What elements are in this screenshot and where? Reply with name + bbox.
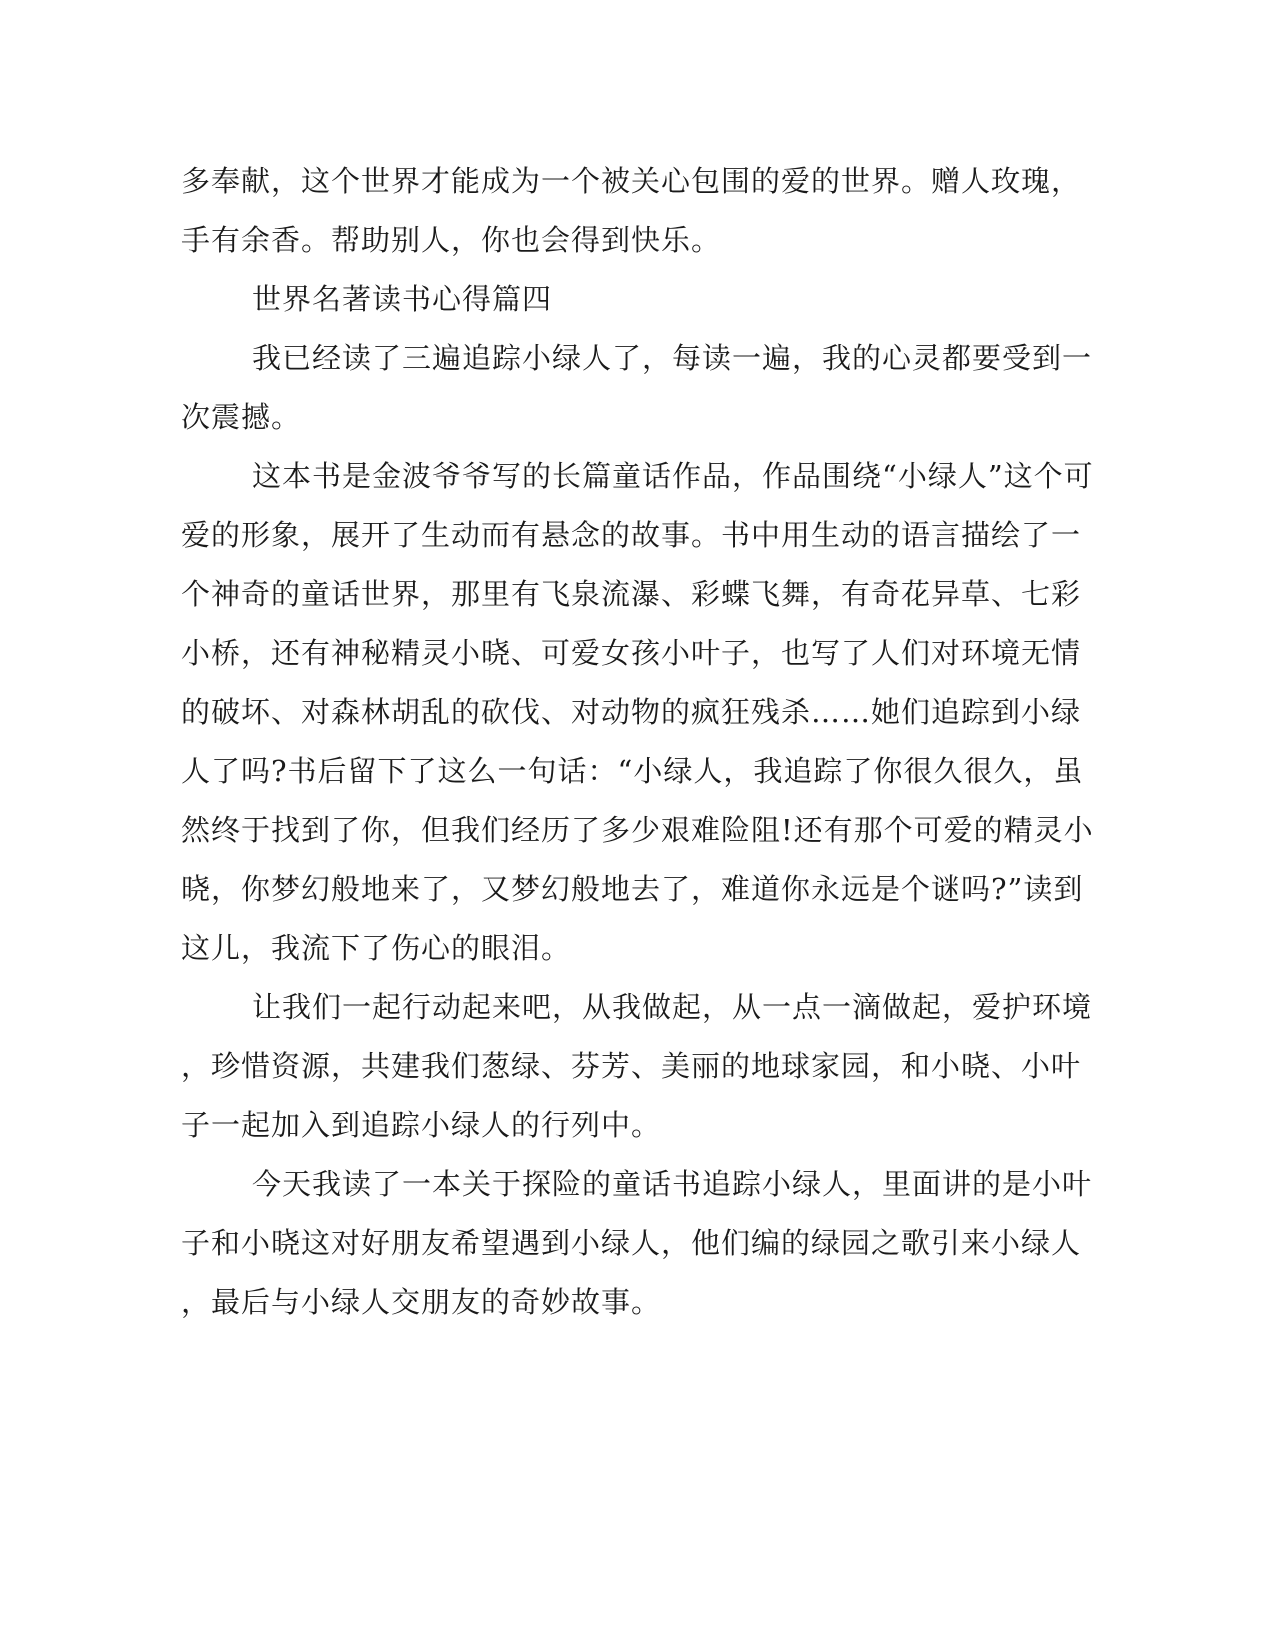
text-line: 手有余香。帮助别人，你也会得到快乐。 [181, 223, 722, 257]
text-line: 这儿，我流下了伤心的眼泪。 [181, 931, 572, 965]
text-line: 让我们一起行动起来吧，从我做起，从一点一滴做起，爱护环境 [252, 990, 1093, 1024]
text-line: 个神奇的童话世界，那里有飞泉流瀑、彩蝶飞舞，有奇花异草、七彩 [181, 577, 1082, 611]
text-line: 子和小晓这对好朋友希望遇到小绿人，他们编的绿园之歌引来小绿人 [181, 1226, 1082, 1260]
text-line: ，珍惜资源，共建我们葱绿、芬芳、美丽的地球家园，和小晓、小叶 [181, 1049, 1082, 1083]
text-line: 次震撼。 [181, 400, 302, 434]
text-line: 人了吗?书后留下了这么一句话：“小绿人，我追踪了你很久很久，虽 [181, 754, 1084, 788]
text-line: 子一起加入到追踪小绿人的行列中。 [181, 1108, 662, 1142]
text-line: 这本书是金波爷爷写的长篇童话作品，作品围绕“小绿人”这个可 [252, 459, 1094, 493]
section-heading: 世界名著读书心得篇四 [252, 282, 553, 316]
text-line: 的破坏、对森林胡乱的砍伐、对动物的疯狂残杀……她们追踪到小绿 [181, 695, 1082, 729]
text-line: 今天我读了一本关于探险的童话书追踪小绿人，里面讲的是小叶 [252, 1167, 1093, 1201]
text-line: 晓，你梦幻般地来了，又梦幻般地去了，难道你永远是个谜吗?”读到 [181, 872, 1084, 906]
text-line: 小桥，还有神秘精灵小晓、可爱女孩小叶子，也写了人们对环境无情 [181, 636, 1082, 670]
text-line: 多奉献，这个世界才能成为一个被关心包围的爱的世界。赠人玫瑰， [181, 164, 1082, 198]
text-line: 爱的形象，展开了生动而有悬念的故事。书中用生动的语言描绘了一 [181, 518, 1082, 552]
text-line: 然终于找到了你，但我们经历了多少艰难险阻!还有那个可爱的精灵小 [181, 813, 1094, 847]
text-line: 我已经读了三遍追踪小绿人了，每读一遍，我的心灵都要受到一 [252, 341, 1093, 375]
text-line: ，最后与小绿人交朋友的奇妙故事。 [181, 1285, 662, 1319]
